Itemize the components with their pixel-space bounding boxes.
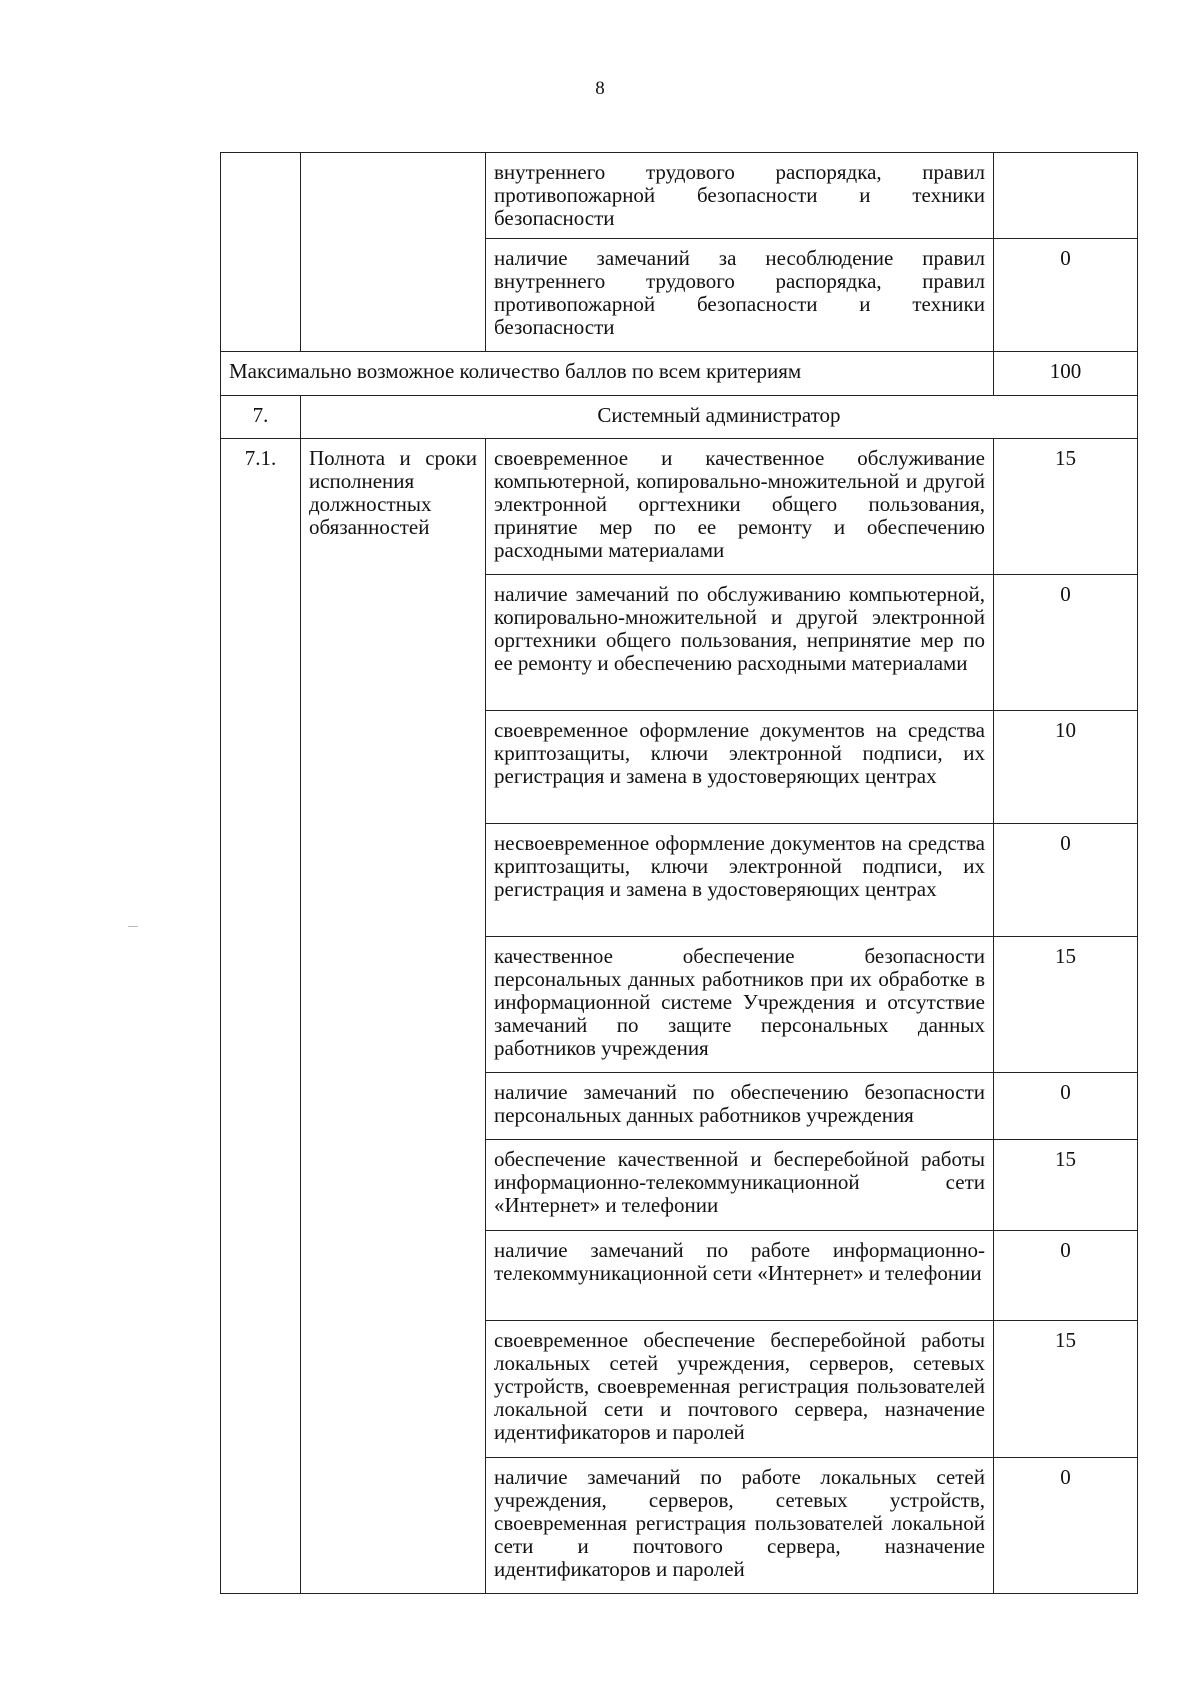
criterion-description: наличие замечаний по обслуживанию компьютерной, копировально-множительной и другой электронной оргтехники общего пользования, непринятие мер по ее ремонту и обеспечению расходными материалами [486, 575, 994, 711]
category-cell [301, 153, 486, 352]
section-number: 7. [221, 396, 301, 439]
criterion-description: наличие замечаний по работе информационно-телекоммуникационной сети «Интернет» и телефонии [486, 1231, 994, 1321]
criterion-description: своевременное и качественное обслуживание компьютерной, копировально-множительной и другой электронной оргтехники общего пользования, принятие мер по ее ремонту и обеспечению расходными материалами [486, 439, 994, 575]
criterion-score: 0 [994, 1458, 1138, 1594]
section-row [221, 396, 1138, 439]
criterion-description: наличие замечаний по обеспечению безопасности персональных данных работников учреждения [486, 1073, 994, 1140]
total-label: Максимально возможное количество баллов по всем критериям [221, 352, 994, 396]
criterion-description: наличие замечаний за несоблюдение правил внутреннего трудового распорядка, правил противопожарной безопасности и техники безопасности [486, 239, 994, 352]
criterion-description: своевременное оформление документов на средства криптозащиты, ключи электронной подписи, их регистрация и замена в удостоверяющих центрах [486, 711, 994, 824]
criterion-score: 15 [994, 1140, 1138, 1231]
group-number: 7.1. [221, 439, 301, 1594]
total-score: 100 [994, 352, 1138, 396]
page-number: 8 [595, 78, 605, 99]
section-title: Системный администратор [301, 396, 1138, 439]
criterion-score: 10 [994, 711, 1138, 824]
criterion-score: 0 [994, 1073, 1138, 1140]
criterion-score: 0 [994, 824, 1138, 937]
criterion-score: 15 [994, 937, 1138, 1073]
criteria-table [220, 152, 1138, 1594]
criterion-description: обеспечение качественной и бесперебойной работы информационно-телекоммуникационной сети «Интернет» и телефонии [486, 1140, 994, 1231]
total-row [221, 352, 1138, 396]
criterion-score: 0 [994, 575, 1138, 711]
criterion-score [994, 153, 1138, 239]
criterion-score: 0 [994, 1231, 1138, 1321]
table-row [221, 439, 1138, 575]
criterion-description: несвоевременное оформление документов на средства криптозащиты, ключи электронной подписи, их регистрация и замена в удостоверяющих центрах [486, 824, 994, 937]
group-category: Полнота и сроки исполнения должностных обязанностей [301, 439, 486, 1594]
criterion-score: 15 [994, 1321, 1138, 1458]
criterion-description: внутреннего трудового распорядка, правил противопожарной безопасности и техники безопасности [486, 153, 994, 239]
row-number-cell [221, 153, 301, 352]
criterion-description: наличие замечаний по работе локальных сетей учреждения, серверов, сетевых устройств, своевременная регистрация пользователей локальной сети и почтового сервера, назначение идентификаторов и паролей [486, 1458, 994, 1594]
criterion-score: 0 [994, 239, 1138, 352]
criterion-score: 15 [994, 439, 1138, 575]
criterion-description: качественное обеспечение безопасности персональных данных работников при их обработке в информационной системе Учреждения и отсутствие замечаний по защите персональных данных работников учреждения [486, 937, 994, 1073]
scan-mark [128, 926, 138, 927]
criterion-description: своевременное обеспечение бесперебойной работы локальных сетей учреждения, серверов, сетевых устройств, своевременная регистрация пользователей локальной сети и почтового сервера, назначение идентификаторов и паролей [486, 1321, 994, 1458]
table-row [221, 153, 1138, 239]
